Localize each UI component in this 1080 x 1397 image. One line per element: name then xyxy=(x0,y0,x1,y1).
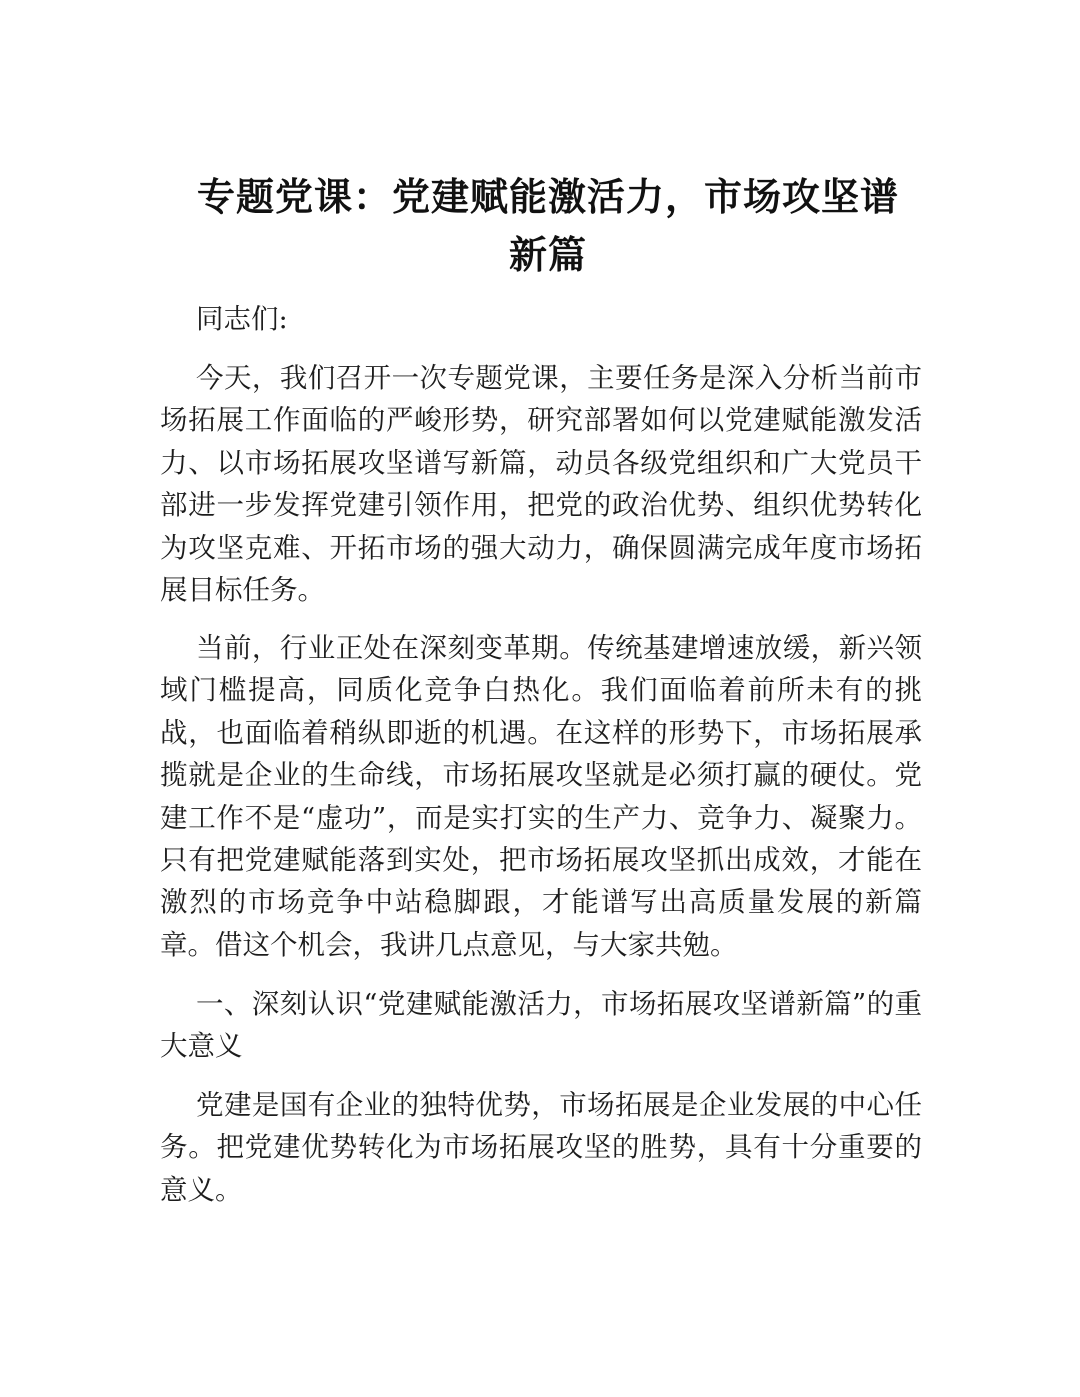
document-title: 专题党课：党建赋能激活力，市场攻坚谱新篇 xyxy=(196,175,899,277)
intro-paragraph: 今天，我们召开一次专题党课，主要任务是深入分析当前市场拓展工作面临的严峻形势，研究部署如何以党建赋能激发活力、以市场拓展攻坚谱写新篇，动员各级党组织和广大党员干部进一步发挥党建引领作用，把党的政治优势、组织优势转化为攻坚克难、开拓市场的强大动力，确保圆满完成年度市场拓展目标任务。 xyxy=(160,362,922,607)
salutation: 同志们: xyxy=(196,303,288,335)
section-heading: 一、深刻认识“党建赋能激活力，市场拓展攻坚谱新篇”的重大意义 xyxy=(160,988,922,1063)
situation-paragraph: 当前，行业正处在深刻变革期。传统基建增速放缓，新兴领域门槛提高，同质化竞争白热化。我们面临着前所未有的挑战，也面临着稍纵即逝的机遇。在这样的形势下，市场拓展承揽就是企业的生命线，市场拓展攻坚就是必须打赢的硬仗。党建工作不是“虚功”，而是实打实的生产力、竞争力、凝聚力。只有把党建赋能落到实处，把市场拓展攻坚抓出成效，才能在激烈的市场竞争中站稳脚跟，才能谱写出高质量发展的新篇章。借这个机会，我讲几点意见，与大家共勉。 xyxy=(160,632,922,961)
section-paragraph: 党建是国有企业的独特优势，市场拓展是企业发展的中心任务。把党建优势转化为市场拓展攻坚的胜势，具有十分重要的意义。 xyxy=(160,1089,922,1206)
